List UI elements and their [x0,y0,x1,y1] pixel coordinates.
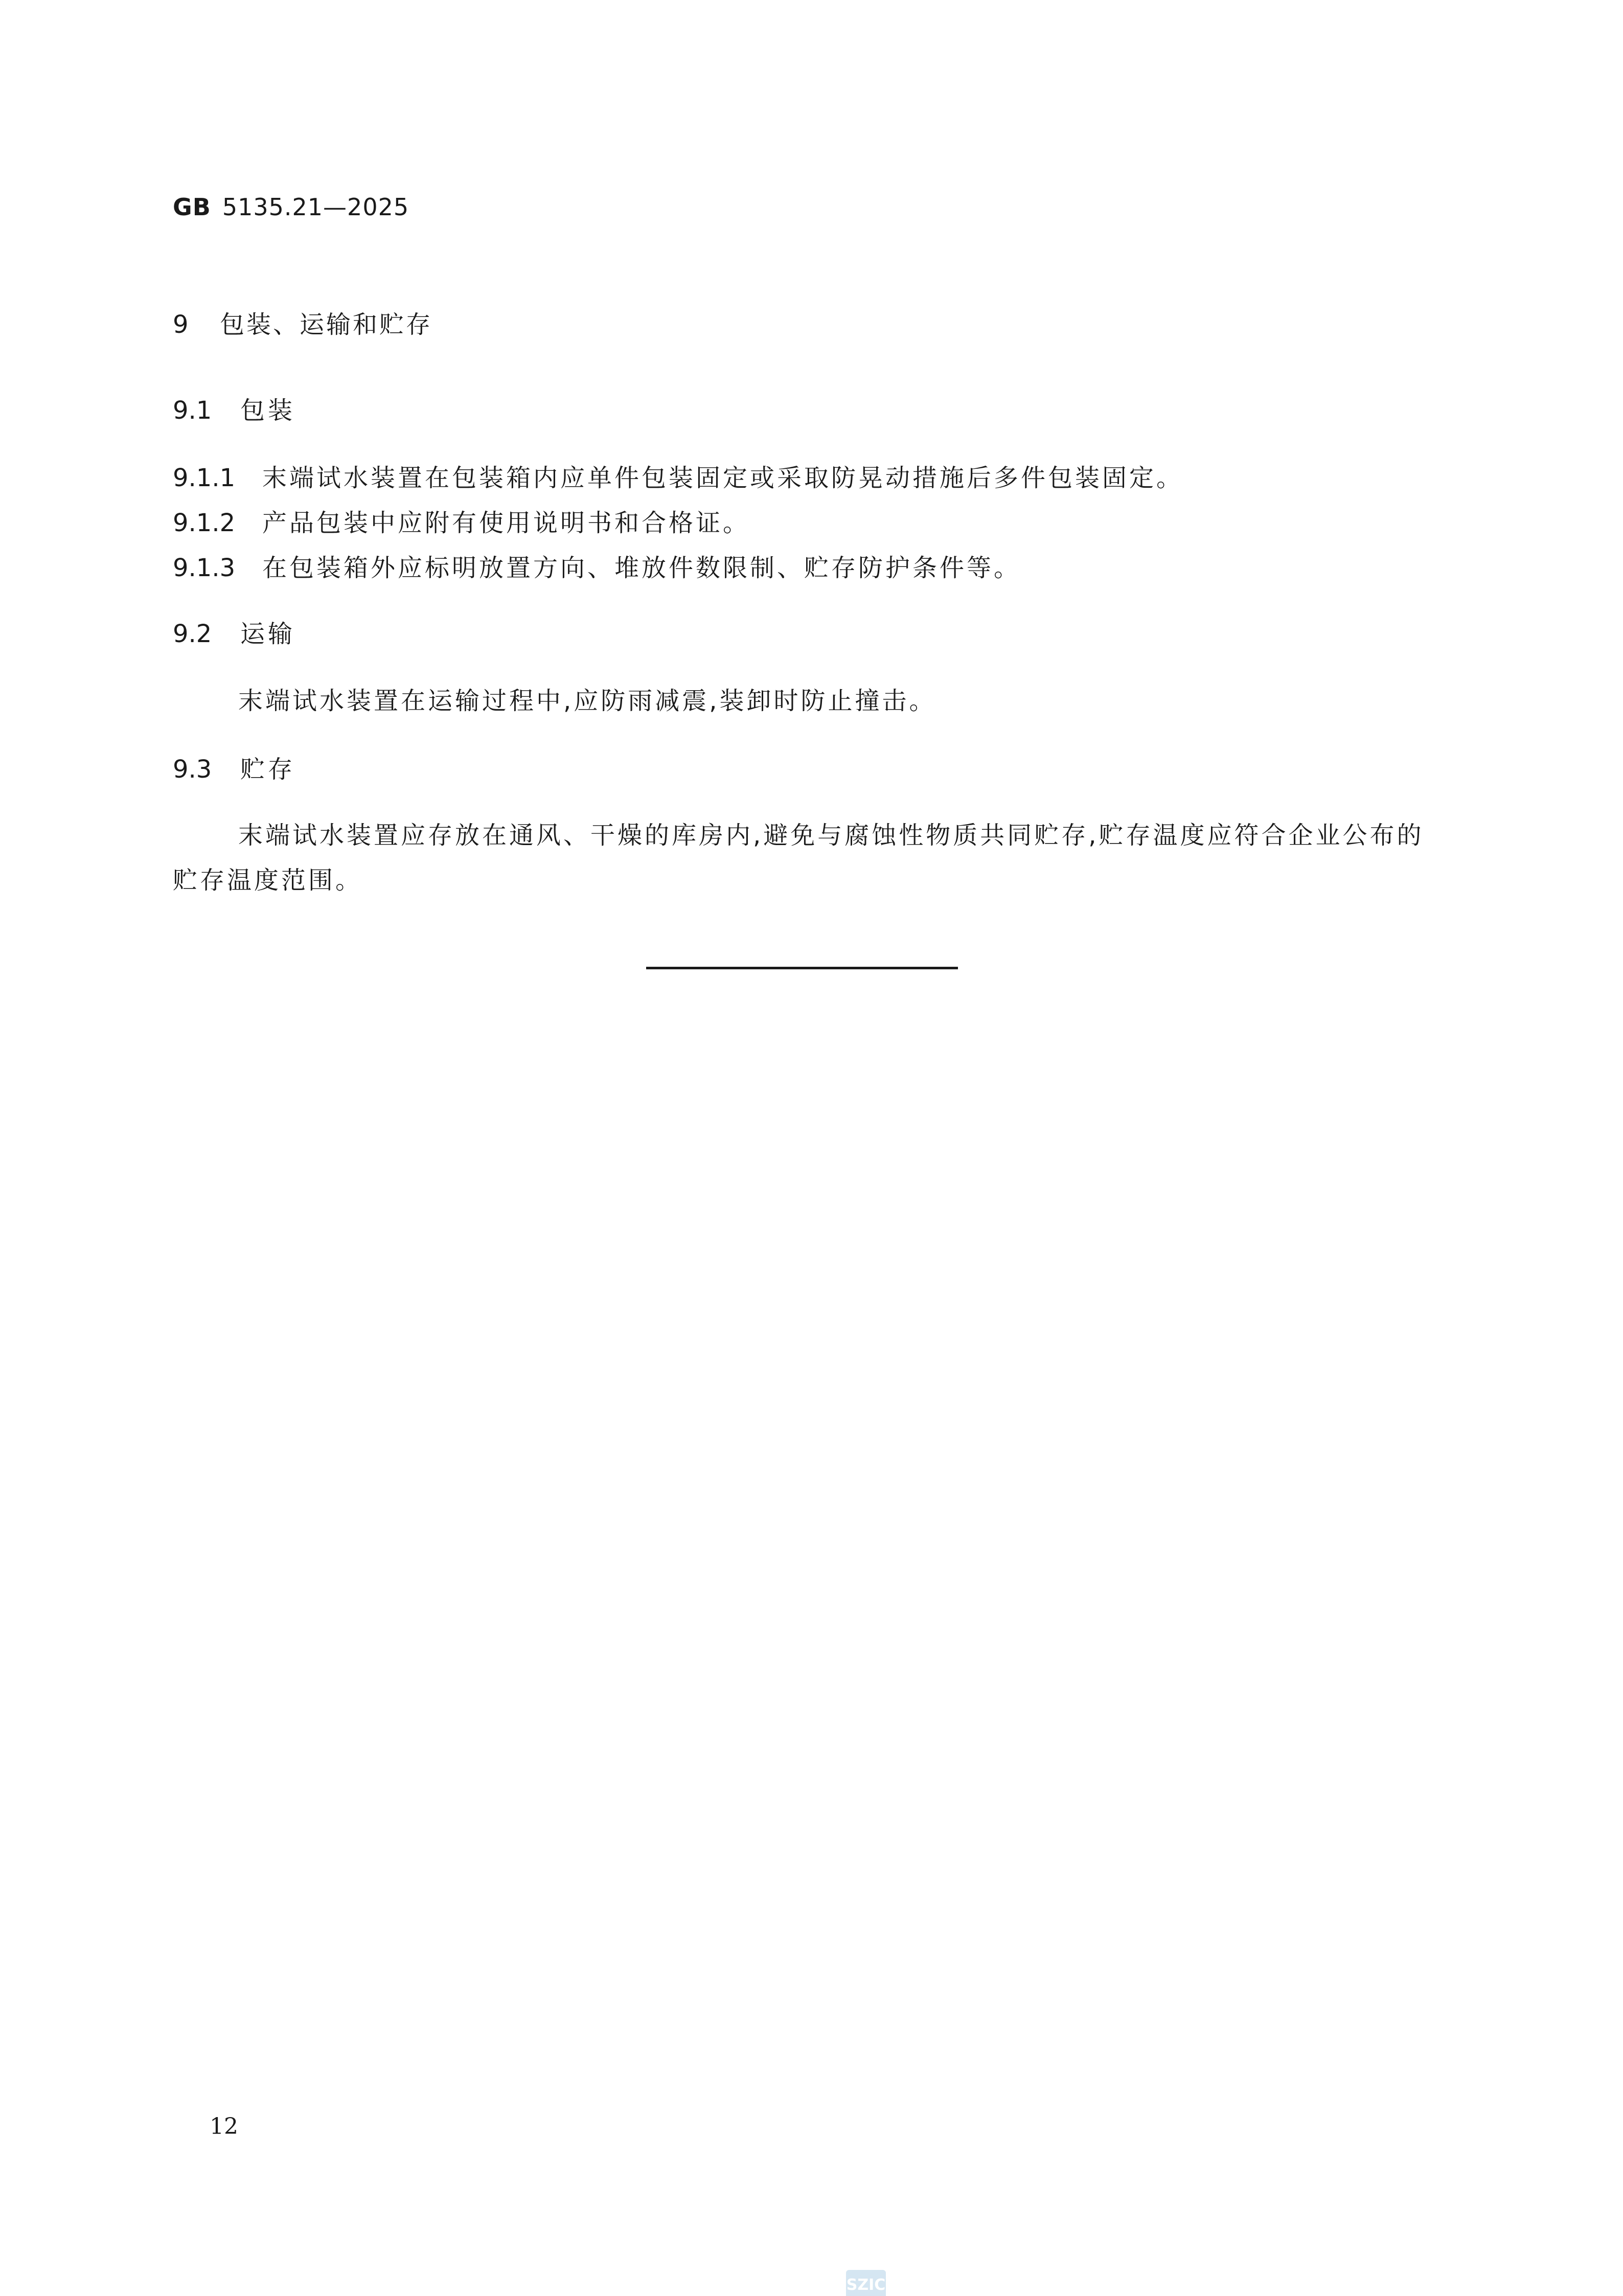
subsection-title: 贮存 [240,755,296,784]
subsection-number: 9.3 [173,755,212,784]
clause-9-1-2 [173,508,750,538]
clause-9-1-1 [173,463,1183,493]
clause-text: 末端试水装置在包装箱内应单件包装固定或采取防晃动措施后多件包装固定。 [262,464,1184,492]
section-heading-9 [173,309,432,340]
subsection-number: 9.1 [173,396,212,425]
page-number: 12 [210,2113,238,2140]
standard-number: 5135.21—2025 [222,193,409,221]
subsection-title: 运输 [240,620,296,648]
clause-text: 产品包装中应附有使用说明书和合格证。 [262,509,750,537]
subsection-heading-9-2 [173,619,295,649]
section-number: 9 [173,310,189,339]
clause-text: 在包装箱外应标明放置方向、堆放件数限制、贮存防护条件等。 [262,554,1021,582]
clause-number: 9.1.3 [173,554,236,582]
standard-code: GB [173,193,211,221]
paragraph-transport: 末端试水装置在运输过程中,应防雨减震,装卸时防止撞击。 [238,687,936,715]
clause-number: 9.1.2 [173,509,236,537]
subsection-heading-9-1 [173,395,295,426]
section-title: 包装、运输和贮存 [220,310,433,339]
watermark-logo: SZIC [846,2270,886,2296]
clause-9-1-3 [173,553,1021,583]
end-of-text-line [646,967,958,969]
subsection-number: 9.2 [173,620,212,648]
subsection-title: 包装 [240,396,296,425]
clause-number: 9.1.1 [173,464,236,492]
subsection-heading-9-3 [173,754,295,785]
paragraph-storage: 末端试水装置应存放在通风、干燥的库房内,避免与腐蚀性物质共同贮存,贮存温度应符合企业公布的贮存温度范围。 [173,821,1424,895]
standard-header [173,193,409,221]
